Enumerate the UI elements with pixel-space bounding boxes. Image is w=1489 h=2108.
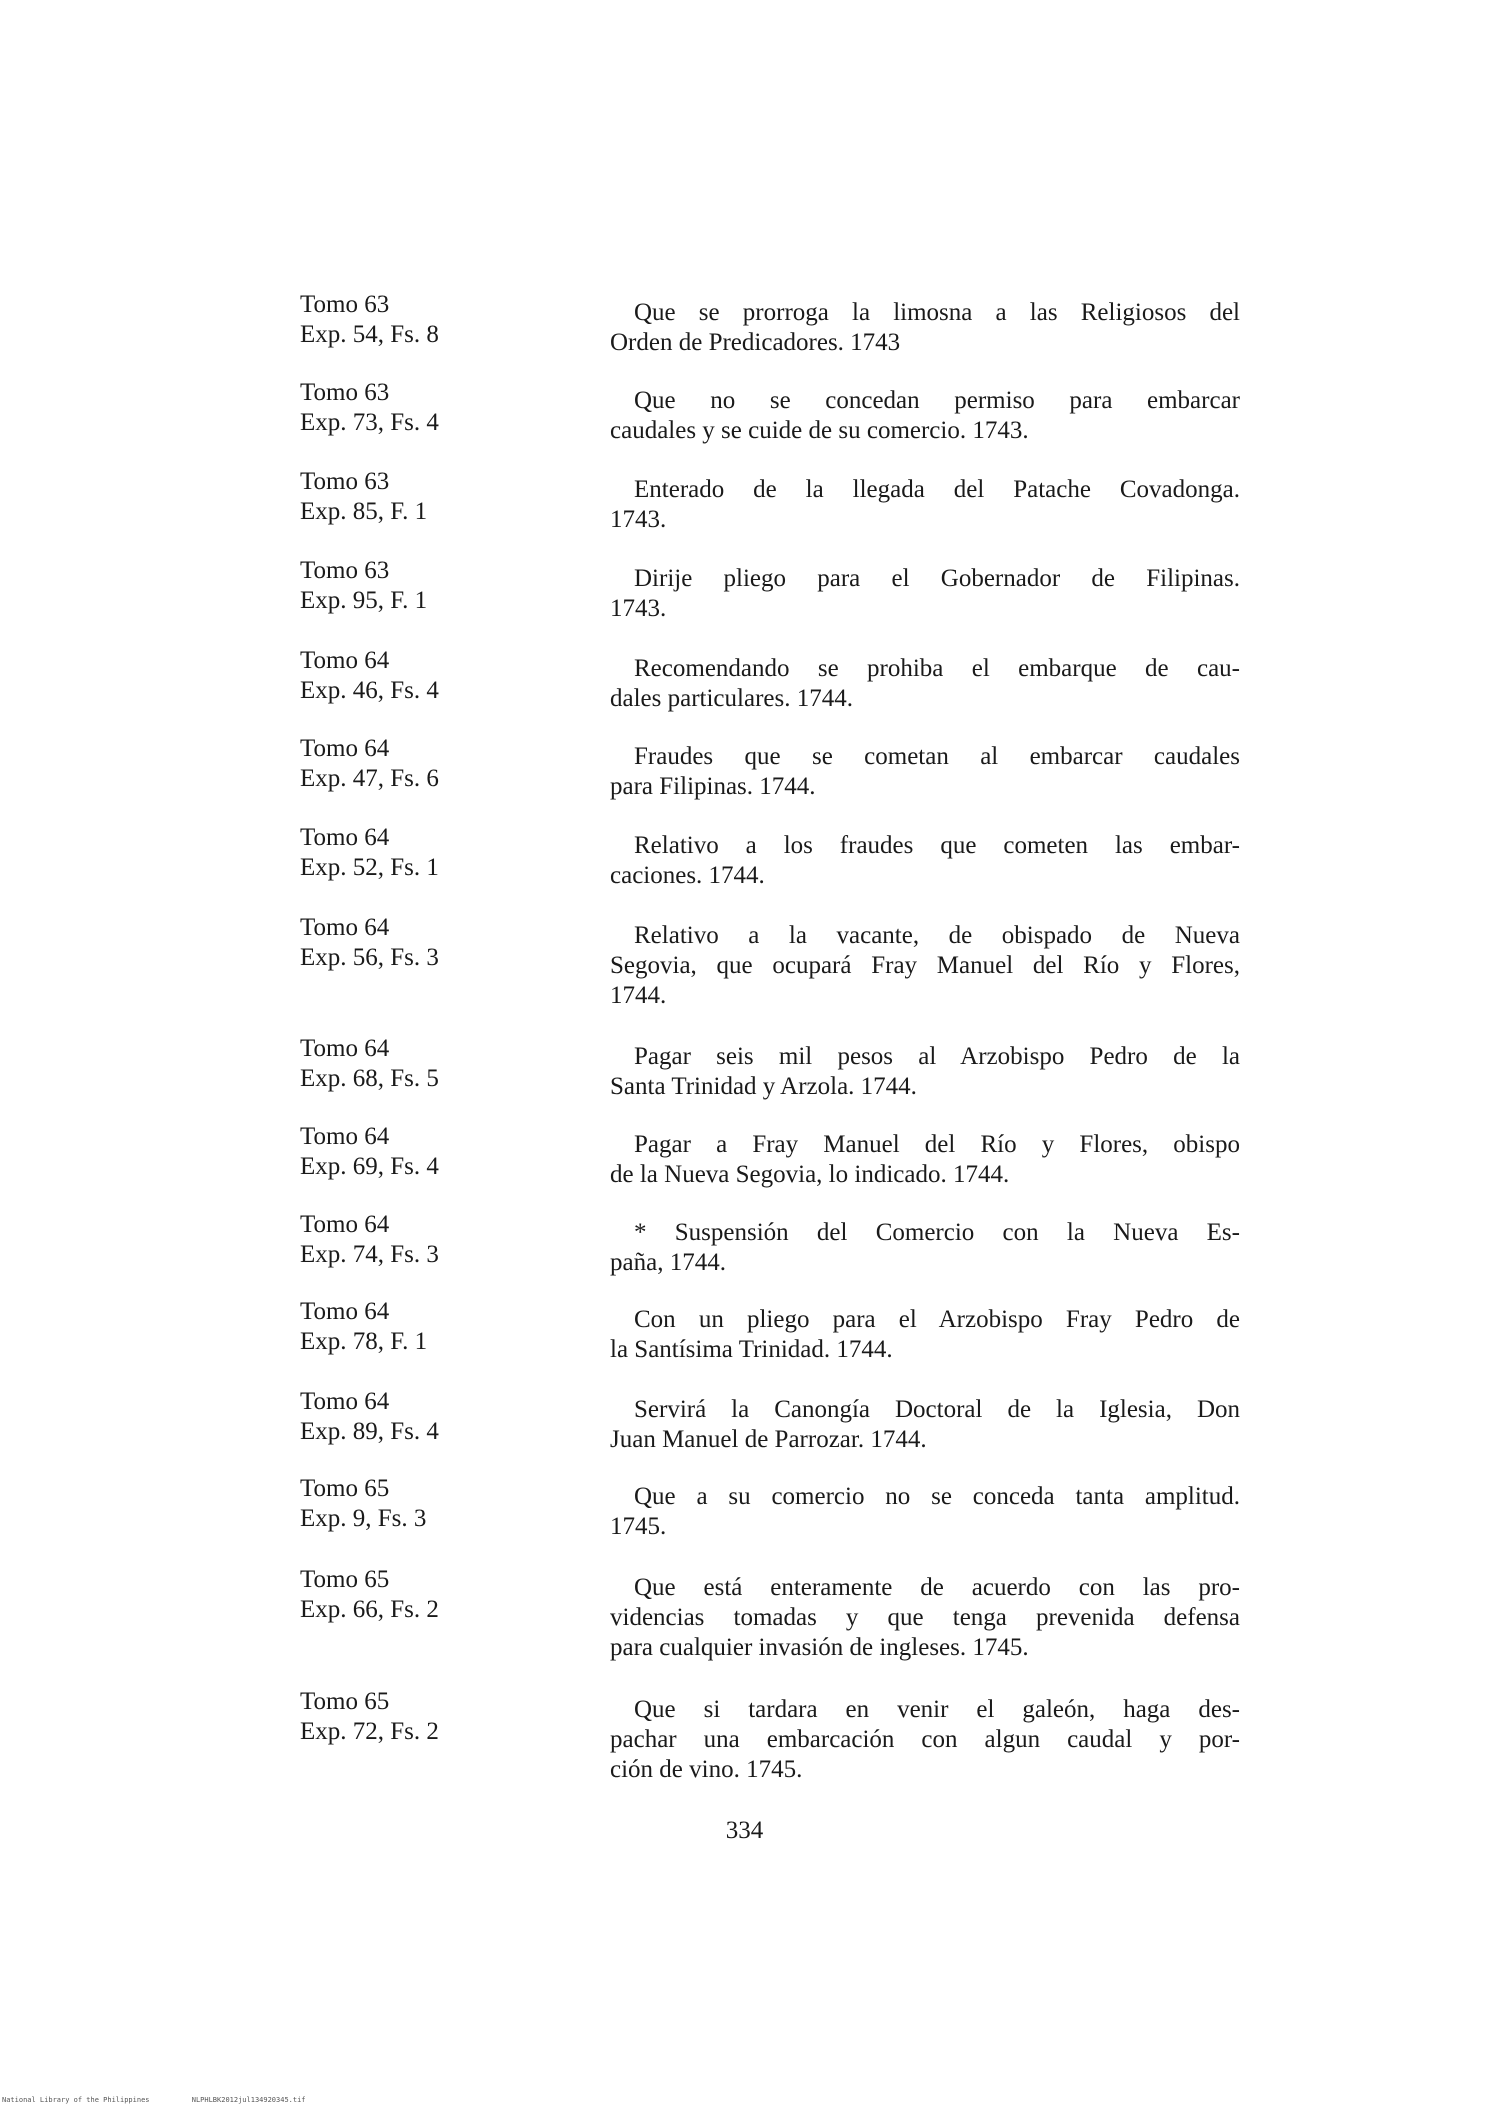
- description-line: Dirije pliego para el Gobernador de Filipinas.: [634, 565, 1240, 592]
- entry-reference: [300, 556, 610, 616]
- catalog-entry: [300, 1474, 1240, 1542]
- catalog-entry: [300, 467, 1240, 535]
- entry-description: [610, 1482, 1240, 1542]
- entry-description: [610, 1573, 1240, 1663]
- scan-footer: [2, 2096, 344, 2104]
- description-line: Pagar a Fray Manuel del Río y Flores, obispo: [634, 1131, 1240, 1158]
- description-line: videncias tomadas y que tenga prevenida defensa: [610, 1604, 1240, 1631]
- description-line: para cualquier invasión de ingleses. 1745.: [610, 1634, 1029, 1661]
- tomo-label: Tomo 65: [300, 1566, 390, 1593]
- tomo-label: Tomo 65: [300, 1688, 390, 1715]
- description-line: ción de vino. 1745.: [610, 1756, 803, 1783]
- entry-description: [610, 564, 1240, 624]
- catalog-entry: [300, 1387, 1240, 1455]
- catalog-entry: [300, 1210, 1240, 1278]
- catalog-entry: [300, 1565, 1240, 1663]
- entry-reference: [300, 913, 610, 973]
- expediente-label: Exp. 85, F. 1: [300, 498, 428, 525]
- description-line: Que está enteramente de acuerdo con las pro-: [634, 1574, 1240, 1601]
- entry-reference: [300, 1387, 610, 1447]
- description-line: Que no se concedan permiso para embarcar: [634, 387, 1240, 414]
- description-line: Que se prorroga la limosna a las Religiosos del: [634, 299, 1240, 326]
- description-line: Relativo a los fraudes que cometen las embar-: [634, 832, 1240, 859]
- expediente-label: Exp. 95, F. 1: [300, 587, 428, 614]
- description-line: Que a su comercio no se conceda tanta amplitud.: [634, 1483, 1240, 1510]
- entry-reference: [300, 1034, 610, 1094]
- catalog-entry: [300, 1122, 1240, 1190]
- entry-reference: [300, 734, 610, 794]
- description-line: caudales y se cuide de su comercio. 1743.: [610, 417, 1029, 444]
- description-line: pachar una embarcación con algun caudal y por-: [610, 1726, 1240, 1753]
- description-line: Con un pliego para el Arzobispo Fray Pedro de: [634, 1306, 1240, 1333]
- catalog-entry: [300, 290, 1240, 358]
- description-line: Santa Trinidad y Arzola. 1744.: [610, 1073, 917, 1100]
- description-line: para Filipinas. 1744.: [610, 773, 816, 800]
- tomo-label: Tomo 63: [300, 379, 390, 406]
- tomo-label: Tomo 64: [300, 1211, 390, 1238]
- entry-description: [610, 298, 1240, 358]
- entry-reference: [300, 1474, 610, 1534]
- tomo-label: Tomo 64: [300, 735, 390, 762]
- catalog-entry: [300, 646, 1240, 714]
- footer-library: National Library of the Philippines: [2, 2096, 150, 2104]
- tomo-label: Tomo 64: [300, 914, 390, 941]
- page-number: 334: [725, 1817, 764, 1844]
- tomo-label: Tomo 64: [300, 1298, 390, 1325]
- tomo-label: Tomo 63: [300, 291, 390, 318]
- catalog-entry: [300, 1297, 1240, 1365]
- entry-description: [610, 1042, 1240, 1102]
- description-line: Servirá la Canongía Doctoral de la Iglesia, Don: [634, 1396, 1240, 1423]
- expediente-label: Exp. 9, Fs. 3: [300, 1505, 427, 1532]
- description-line: paña, 1744.: [610, 1249, 726, 1276]
- expediente-label: Exp. 54, Fs. 8: [300, 321, 439, 348]
- tomo-label: Tomo 64: [300, 1123, 390, 1150]
- entry-reference: [300, 823, 610, 883]
- entry-description: [610, 386, 1240, 446]
- expediente-label: Exp. 78, F. 1: [300, 1328, 428, 1355]
- footer-filename: NLPHLBK2012jul134920345.tif: [191, 2096, 306, 2104]
- description-line: Pagar seis mil pesos al Arzobispo Pedro de la: [634, 1043, 1240, 1070]
- entry-description: [610, 1305, 1240, 1365]
- description-line: Que si tardara en venir el galeón, haga des-: [634, 1696, 1240, 1723]
- description-line: Juan Manuel de Parrozar. 1744.: [610, 1426, 927, 1453]
- expediente-label: Exp. 69, Fs. 4: [300, 1153, 439, 1180]
- expediente-label: Exp. 47, Fs. 6: [300, 765, 439, 792]
- entry-reference: [300, 1297, 610, 1357]
- description-line: Fraudes que se cometan al embarcar caudales: [634, 743, 1240, 770]
- description-line: Enterado de la llegada del Patache Covadonga.: [634, 476, 1240, 503]
- entry-description: [610, 1218, 1240, 1278]
- catalog-entry: [300, 378, 1240, 446]
- entry-reference: [300, 467, 610, 527]
- entry-reference: [300, 1122, 610, 1182]
- entry-description: [610, 1130, 1240, 1190]
- description-line: dales particulares. 1744.: [610, 685, 853, 712]
- description-line: la Santísima Trinidad. 1744.: [610, 1336, 893, 1363]
- expediente-label: Exp. 66, Fs. 2: [300, 1596, 439, 1623]
- entry-description: [610, 1395, 1240, 1455]
- description-line: de la Nueva Segovia, lo indicado. 1744.: [610, 1161, 1010, 1188]
- expediente-label: Exp. 56, Fs. 3: [300, 944, 439, 971]
- entry-reference: [300, 1565, 610, 1625]
- catalog-entry: [300, 1034, 1240, 1102]
- entry-reference: [300, 378, 610, 438]
- description-line: Relativo a la vacante, de obispado de Nueva: [634, 922, 1240, 949]
- description-line: * Suspensión del Comercio con la Nueva Es-: [634, 1219, 1240, 1246]
- expediente-label: Exp. 52, Fs. 1: [300, 854, 439, 881]
- tomo-label: Tomo 63: [300, 468, 390, 495]
- tomo-label: Tomo 64: [300, 1035, 390, 1062]
- description-line: Orden de Predicadores. 1743: [610, 329, 901, 356]
- tomo-label: Tomo 63: [300, 557, 390, 584]
- expediente-label: Exp. 46, Fs. 4: [300, 677, 439, 704]
- entry-reference: [300, 290, 610, 350]
- catalog-entry: [300, 913, 1240, 1011]
- description-line: 1743.: [610, 506, 667, 533]
- entry-reference: [300, 1210, 610, 1270]
- expediente-label: Exp. 72, Fs. 2: [300, 1718, 439, 1745]
- expediente-label: Exp. 73, Fs. 4: [300, 409, 439, 436]
- catalog-entries: [300, 290, 1240, 1810]
- expediente-label: Exp. 74, Fs. 3: [300, 1241, 439, 1268]
- description-line: 1745.: [610, 1513, 667, 1540]
- catalog-entry: [300, 556, 1240, 624]
- description-line: 1744.: [610, 982, 667, 1009]
- entry-description: [610, 742, 1240, 802]
- tomo-label: Tomo 64: [300, 824, 390, 851]
- entry-description: [610, 475, 1240, 535]
- entry-reference: [300, 1687, 610, 1747]
- description-line: 1743.: [610, 595, 667, 622]
- catalog-entry: [300, 823, 1240, 891]
- tomo-label: Tomo 64: [300, 1388, 390, 1415]
- entry-description: [610, 831, 1240, 891]
- description-line: Recomendando se prohiba el embarque de cau-: [634, 655, 1240, 682]
- entry-description: [610, 1695, 1240, 1785]
- catalog-entry: [300, 1687, 1240, 1785]
- entry-reference: [300, 646, 610, 706]
- description-line: Segovia, que ocupará Fray Manuel del Río y Flores,: [610, 952, 1240, 979]
- entry-description: [610, 654, 1240, 714]
- expediente-label: Exp. 68, Fs. 5: [300, 1065, 439, 1092]
- expediente-label: Exp. 89, Fs. 4: [300, 1418, 439, 1445]
- catalog-entry: [300, 734, 1240, 802]
- tomo-label: Tomo 64: [300, 647, 390, 674]
- description-line: caciones. 1744.: [610, 862, 765, 889]
- tomo-label: Tomo 65: [300, 1475, 390, 1502]
- entry-description: [610, 921, 1240, 1011]
